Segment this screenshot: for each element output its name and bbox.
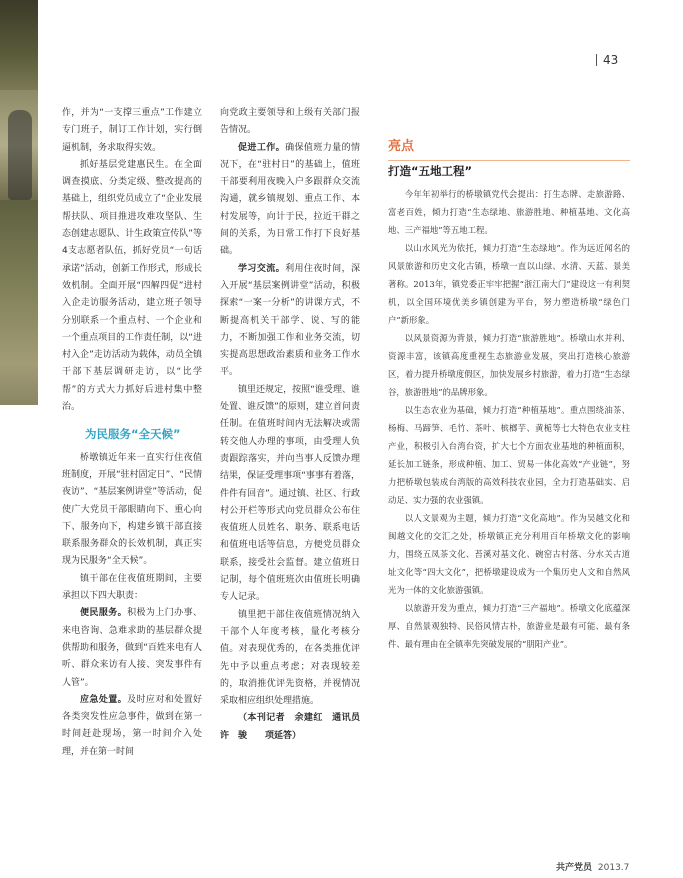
paragraph [62,692,202,761]
paragraph: 抓好基层党建惠民生。在全面调查摸底、分类定级、整改提高的基础上，组织党员成立了“企业发展帮扶队、项目推进攻难攻坚队、生态创建志愿队、计生政策宣传队”等4支志愿者队伍，抓好党员“一句话承诺”活动，创新工作形式，形成长效机制。全面开展“四解四促”进村入企走访服务活动，建立班子领导分别联系一个重点村、一个企业和一个重点项目的工作责任制，以“进村入企”走访活动为载体，动员全镇干部下基层调研走访，以“比学帮”的方式大力抓好后进村集中整治。 [62,159,202,413]
page-footer [556,860,629,873]
subsection-title: 打造“五地工程” [388,164,473,178]
magazine-name: 共产党员 [556,863,593,873]
paragraph: 镇干部在住夜值班期间，主要承担以下四大职责： [62,573,202,602]
paragraph: 以风景资源为背景，倾力打造“旅游胜地”。桥墩山水并利、资源丰富，该镇高度重视生态旅游业发展，突出打造核心旅游区，着力提升桥墩度假区，加快发展乡村旅游，着力打造“生态绿谷，旅游胜地”的品牌形象。 [388,333,630,397]
paragraph: 以山水风光为依托，倾力打造“生态绿地”。作为远近闻名的风景旅游和历史文化古镇，桥墩一直以山绿、水清、天蓝、景美著称。2013年，镇党委正牢牢把握“浙江南大门”建设这一有利契机，以全国环境优美乡镇创建为平台，努力塑造桥墩“绿色门户”新形象。 [388,243,630,325]
side-photo [0,0,38,405]
paragraph: 镇里还规定，按照“谁受理、谁处置、谁反馈”的原则，建立首问责任制。在值班时间内无法解决或需转交他人办理的事项，由受理人负责跟踪落实，并向当事人反馈办理结果，保证受理事项“事事有着落，件件有回音”。通过镇、社区、行政村公开栏等形式向党员群众公布住夜值班人员姓名、职务、联系电话和值班电话等信息，方便党员群众联系，接受社会监督。建立值班日记制，每个值班班次由值班长明确专人记录。 [220,384,360,603]
paragraph [62,605,202,691]
paragraph: 以生态农业为基础，倾力打造“种植基地”。重点围绕油茶、杨梅、马蹄笋、毛竹、茶叶、槟榔芋、黄栀等七大特色农业支柱产业，积极引入台湾台资，扩大七个方面农业基地的种植面积，延长加工链条，形成种植、加工、贸易一体化高效“产业链”，努力把桥墩包装成台湾版的高效科技农业园，全力打造基础实、启动足、实力强的农业强镇。 [388,405,630,505]
paragraph: 桥墩镇近年来一直实行住夜值班制度，开展“驻村固定日”、“民情夜访”、“基层案例讲堂”等活动，促使广大党员干部眼睛向下、重心向下、服务向下，构建乡镇干部直接联系服务群众的长效机制，真正实现为民服务“全天候”。 [62,452,202,567]
paragraph [220,140,360,261]
paragraph-text: 积极为上门办事、来电咨询、急难求助的基层群众提供帮助和服务，做到“百姓来电有人听、群众来访有人接、突发事件有人管”。 [62,608,202,688]
paragraph: 以人文景观为主题，倾力打造“文化高地”。作为吴越文化和闽越文化的交汇之处，桥墩镇正充分利用百年桥墩文化的影响力，围绕五凤茶文化、苔溪对基文化、碗窑古村落、分水关古道址文化等“四大文化”，把桥墩建设成为一个集历史人文和自然风光为一体的文化旅游强镇。 [388,513,630,595]
paragraph: 作，并为“一支撑三重点”工作建立专门班子，制订工作计划，实行倒逼机制，务求取得实效。 [62,108,202,153]
byline: （本刊记者 余建红 通讯员 许 骏 项延答） [220,713,370,741]
paragraph-text: 确保值班力量的情况下，在“驻村日”的基础上，值班干部要利用夜晚入户多跟群众交流沟通，就乡镇规划、重点工作、本村发展等，向计于民，拉近干群之间的关系，为日常工作打下良好基础。 [220,142,360,257]
lead-term: 学习交流。 [238,263,286,274]
lead-term: 便民服务。 [80,608,128,619]
column-1 [62,105,202,761]
paragraph: 镇里把干部住夜值班情况纳入干部个人年度考核，量化考核分值。对表现优秀的，在各类推优评先中予以重点考虑；对表现较差的，取消推优评先资格，并视情况采取相应组织处理措施。 [220,609,360,707]
paragraph-text: 利用住夜时间，深入开展“基层案例讲堂”活动，积极探索“一案一分析”的讲课方式，不断提高机关干部学、说、写的能力，不断加强工作和业务交流，切实提高思想政治素质和业务工作水平。 [220,263,360,378]
paragraph: 向党政主要领导和上级有关部门报告情况。 [220,108,360,136]
highlight-title: 亮点 [388,135,630,161]
paragraph: 以旅游开发为重点，倾力打造“三产福地”。桥墩文化底蕴深厚、自然景观独特、民俗风情古朴，旅游业是最有可能、最有条件、最有理由在全镇率先突破发展的“朋阳产业”。 [388,603,630,649]
paragraph: 今年年初举行的桥墩镇党代会提出：打生态牌、走旅游路、富老百姓，倾力打造“生态绿地、旅游胜地、种植基地、文化高地、三产福地”等五地工程。 [388,189,630,235]
page-number: 43 [596,53,618,67]
paragraph-text: 及时应对和处置好各类突发性应急事件，做到在第一时间赶赴现场，第一时间介入处理，并在第一时间 [62,694,202,757]
issue-date: 2013.7 [597,863,630,873]
section-title: 为民服务“全天候” [85,427,181,442]
lead-term: 促进工作。 [238,142,286,153]
lead-term: 应急处置。 [80,694,128,705]
paragraph [220,261,360,382]
column-2 [220,105,370,745]
column-3 [388,185,630,653]
